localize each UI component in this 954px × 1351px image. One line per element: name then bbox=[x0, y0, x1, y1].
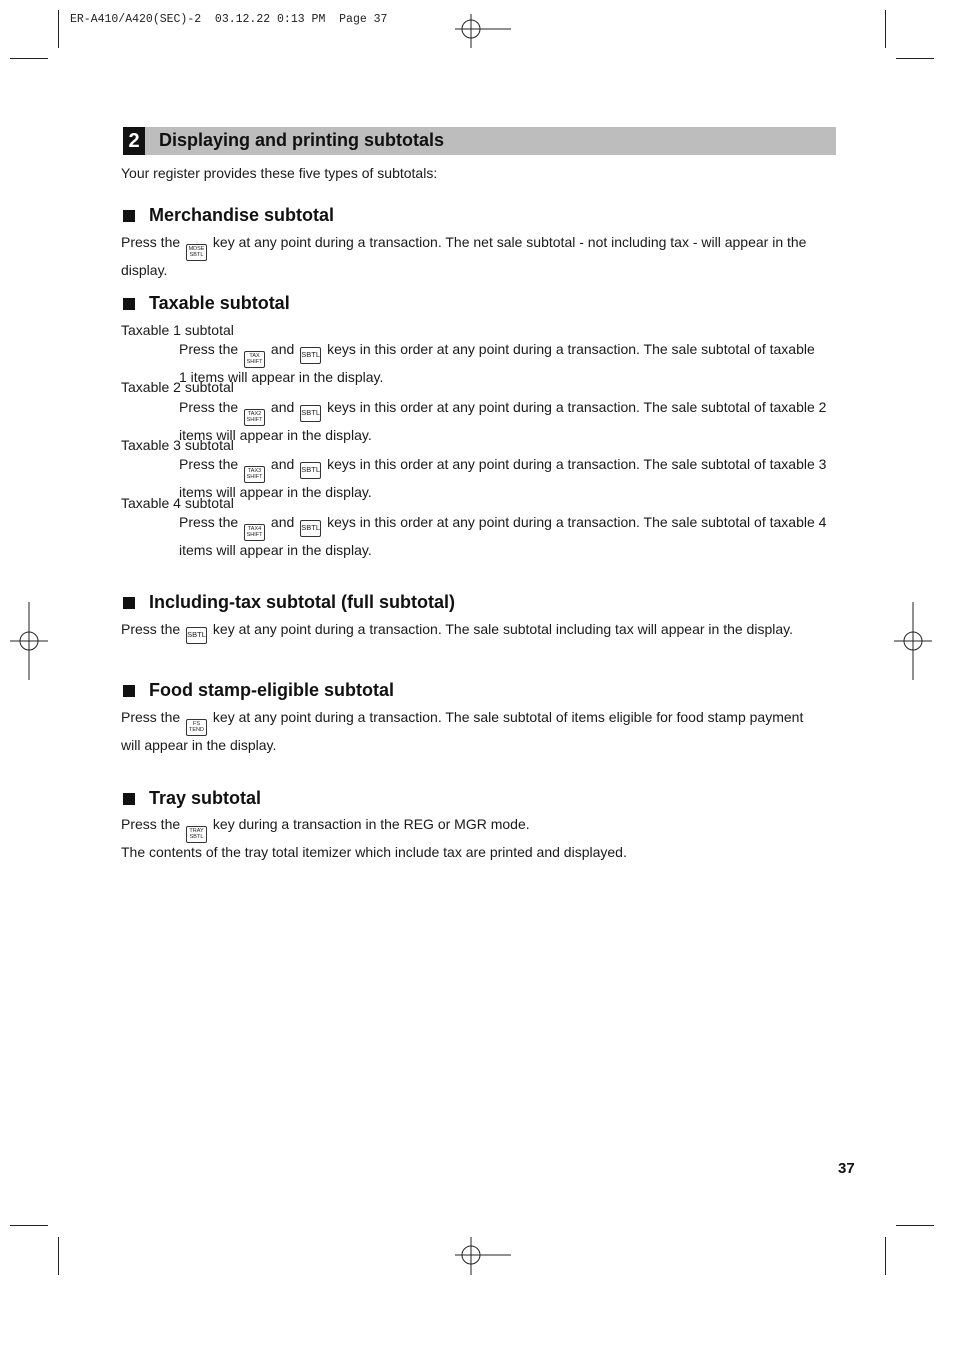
tax3-shift-key-icon: TAX3 SHIFT bbox=[244, 466, 265, 483]
registration-mark-icon bbox=[455, 14, 511, 48]
taxable4-label: Taxable 4 subtotal bbox=[121, 495, 234, 511]
registration-mark-icon bbox=[894, 602, 932, 680]
including-tax-text: Press the SBTL key at any point during a transaction. The sale subtotal including tax will appear in the display. bbox=[121, 620, 851, 644]
crop-mark bbox=[10, 1225, 48, 1226]
taxable3-label: Taxable 3 subtotal bbox=[121, 437, 234, 453]
text-line2: display. bbox=[121, 261, 168, 278]
fs-tend-key-icon: FS TEND bbox=[186, 719, 207, 736]
intro-text: Your register provides these five types of subtotals: bbox=[121, 165, 438, 181]
taxable3-text: Press the TAX3 SHIFT and SBTL keys in this order at any point during a transaction. The sale subtotal of taxable 3 items will appear in the display. bbox=[179, 456, 827, 500]
tray-heading bbox=[123, 788, 261, 809]
merchandise-text bbox=[121, 233, 841, 280]
crop-mark bbox=[58, 10, 59, 48]
tax-shift-key-icon: TAX SHIFT bbox=[244, 351, 265, 368]
text-pre: Press the bbox=[121, 234, 181, 250]
crop-mark bbox=[896, 1225, 934, 1226]
tax4-shift-key-icon: TAX4 SHIFT bbox=[244, 524, 265, 541]
mdse-sbtl-key-icon: MDSE SBTL bbox=[186, 244, 207, 261]
section-heading bbox=[123, 127, 836, 155]
crop-mark bbox=[885, 1237, 886, 1275]
bullet-square-icon bbox=[123, 298, 135, 310]
taxable4-text: Press the TAX4 SHIFT and SBTL keys in this order at any point during a transaction. The sale subtotal of taxable 4 items will appear in the display. bbox=[179, 514, 827, 558]
bullet-square-icon bbox=[123, 210, 135, 222]
sbtl-key-icon: SBTL bbox=[300, 462, 321, 479]
section-title: Displaying and printing subtotals bbox=[159, 130, 445, 150]
sbtl-key-icon: SBTL bbox=[300, 405, 321, 422]
merchandise-heading bbox=[123, 205, 334, 226]
registration-mark-icon bbox=[10, 602, 48, 680]
registration-mark-icon bbox=[455, 1237, 511, 1275]
taxable1-label: Taxable 1 subtotal bbox=[121, 322, 234, 338]
sbtl-key-icon: SBTL bbox=[300, 520, 321, 537]
crop-mark bbox=[10, 58, 48, 59]
page-number: 37 bbox=[838, 1160, 855, 1177]
food-stamp-text: Press the FS TEND key at any point during a transaction. The sale subtotal of items eligible for food stamp payment will appear in the display. bbox=[121, 709, 804, 753]
including-tax-heading bbox=[123, 592, 455, 613]
heading-text: Including-tax subtotal (full subtotal) bbox=[149, 592, 455, 612]
tray-text: Press the TRAY SBTL key during a transaction in the REG or MGR mode. The contents of the tray total itemizer which include tax are printed and displayed. bbox=[121, 816, 627, 860]
heading-text: Tray subtotal bbox=[149, 788, 262, 808]
text-post: key at any point during a transaction. The net sale subtotal - not including tax - will appear in the bbox=[212, 234, 807, 250]
taxable-heading bbox=[123, 293, 290, 314]
taxable2-label: Taxable 2 subtotal bbox=[121, 379, 234, 395]
bullet-square-icon bbox=[123, 597, 135, 609]
heading-text: Taxable subtotal bbox=[149, 293, 290, 313]
crop-mark bbox=[896, 58, 934, 59]
print-slug: ER-A410/A420(SEC)-2 03.12.22 0:13 PM Page 37 bbox=[70, 13, 388, 26]
bullet-square-icon bbox=[123, 793, 135, 805]
sbtl-key-icon: SBTL bbox=[300, 347, 321, 364]
taxable2-text: Press the TAX2 SHIFT and SBTL keys in this order at any point during a transaction. The sale subtotal of taxable 2 items will appear in the display. bbox=[179, 399, 827, 443]
crop-mark bbox=[885, 10, 886, 48]
bullet-square-icon bbox=[123, 685, 135, 697]
sbtl-key-icon: SBTL bbox=[186, 627, 207, 644]
tray-sbtl-key-icon: TRAY SBTL bbox=[186, 826, 207, 843]
section-number: 2 bbox=[123, 127, 145, 155]
heading-text: Food stamp-eligible subtotal bbox=[149, 680, 395, 700]
food-stamp-heading bbox=[123, 680, 394, 701]
tax2-shift-key-icon: TAX2 SHIFT bbox=[244, 409, 265, 426]
heading-text: Merchandise subtotal bbox=[149, 205, 335, 225]
crop-mark bbox=[58, 1237, 59, 1275]
taxable1-text: Press the TAX SHIFT and SBTL keys in this order at any point during a transaction. The sale subtotal of taxable 1 items will appear in the display. bbox=[179, 341, 815, 385]
